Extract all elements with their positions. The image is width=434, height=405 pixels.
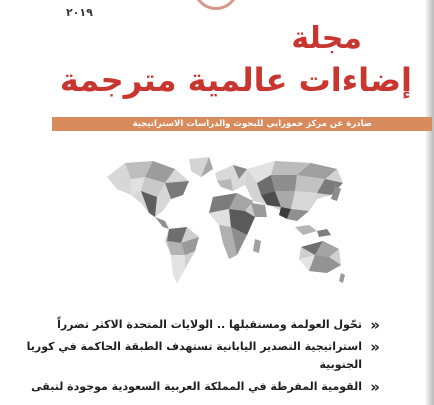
issue-year: ٢٠١٩: [66, 6, 93, 19]
article-list: [20, 316, 380, 400]
double-chevron-icon: «: [370, 378, 380, 396]
world-map-icon: [105, 155, 346, 292]
article-item[interactable]: [20, 378, 380, 396]
world-map-graphic: [105, 155, 346, 292]
article-title: تحّول العولمة ومستقبلها .. الولايات المتحدة الاكثر تضرراً: [57, 318, 362, 331]
publisher-band: [52, 117, 432, 131]
article-title: القومية المفرطة في المملكة العربية السعودية موجودة لتبقى: [31, 380, 362, 393]
magazine-title-line2: إضاءات عالمية مترجمة: [59, 61, 412, 99]
article-item[interactable]: [20, 316, 380, 334]
double-chevron-icon: «: [370, 316, 380, 334]
article-item[interactable]: [20, 338, 380, 374]
article-title: استراتيجية التصدير اليابانية تستهدف الطبقة الحاكمة في كوريا الجنوبية: [26, 340, 362, 371]
magazine-title-line1: مجلة: [291, 21, 362, 56]
publisher-text: صادرة عن مركز حمورابي للبحوث والدراسات الاستراتيجية: [132, 119, 372, 129]
double-chevron-icon: «: [370, 338, 380, 356]
page-edge-shadow: [426, 0, 434, 405]
logo-emblem-icon: [193, 0, 239, 10]
